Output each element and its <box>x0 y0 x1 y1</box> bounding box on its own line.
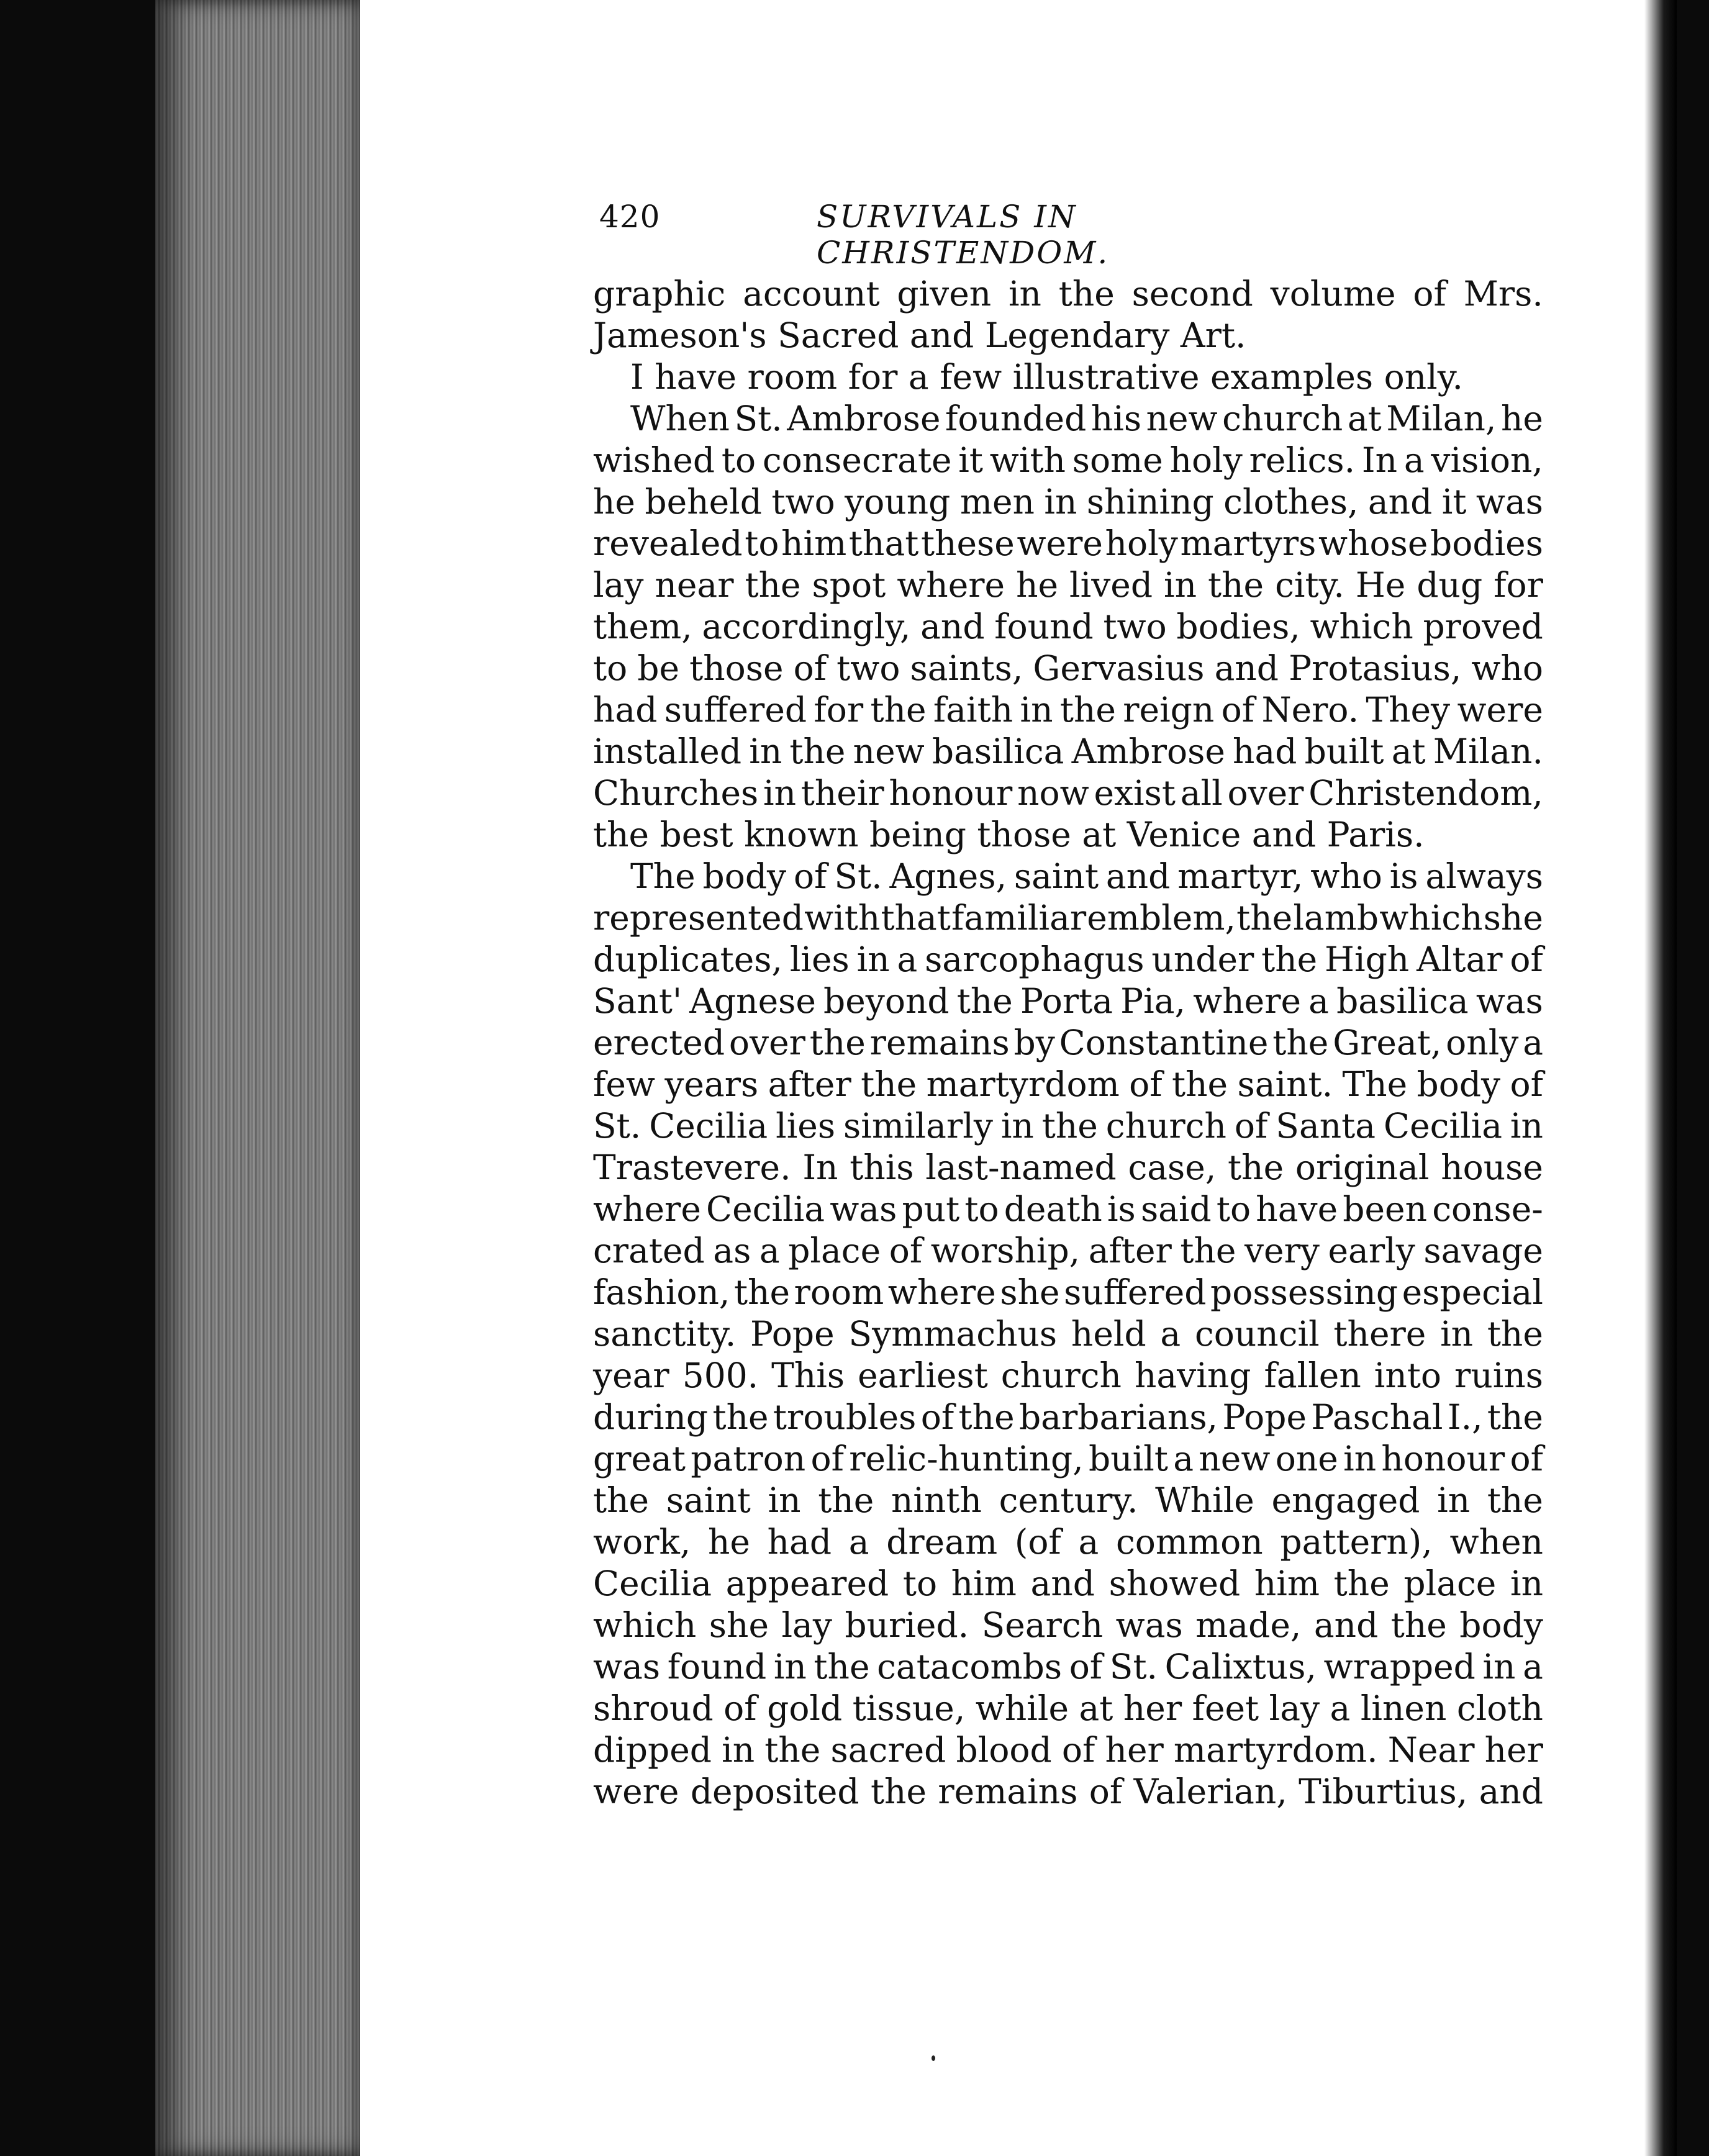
text-line: he beheld two young men in shining clothes, and it was <box>593 482 1543 522</box>
text-line: during the troubles of the barbarians, Pope Paschal I., the <box>593 1397 1543 1437</box>
text-line: had suffered for the faith in the reign of Nero. They were <box>593 690 1543 730</box>
text-line: were deposited the remains of Valerian, Tiburtius, and <box>593 1772 1543 1811</box>
text-line: which she lay buried. Search was made, and the body <box>593 1605 1543 1645</box>
text-line: fashion, the room where she suffered possessing especial <box>593 1272 1543 1312</box>
body-text <box>593 273 1543 1813</box>
text-line: represented with that familiar emblem, the lamb which she <box>593 898 1543 938</box>
text-line: crated as a place of worship, after the very early savage <box>593 1231 1543 1270</box>
text-line: few years after the martyrdom of the saint. The body of <box>593 1064 1543 1104</box>
text-line: Cecilia appeared to him and showed him the place in <box>593 1564 1543 1603</box>
text-line: the saint in the ninth century. While engaged in the <box>593 1480 1543 1520</box>
page-header <box>599 199 1344 271</box>
text-line: I have room for a few illustrative examples only. <box>630 357 1464 397</box>
text-line: installed in the new basilica Ambrose had built at Milan. <box>593 732 1543 771</box>
text-line: was found in the catacombs of St. Calixtus, wrapped in a <box>593 1647 1543 1687</box>
running-title: SURVIVALS IN CHRISTENDOM. <box>817 199 1110 271</box>
text-line: the best known being those at Venice and Paris. <box>593 815 1425 854</box>
page-number: 420 <box>599 199 661 235</box>
text-line: revealed to him that these were holy martyrs whose bodies <box>593 523 1543 563</box>
text-line: shroud of gold tissue, while at her feet lay a linen cloth <box>593 1688 1543 1728</box>
text-line: lay near the spot where he lived in the city. He dug for <box>593 565 1543 605</box>
text-line: duplicates, lies in a sarcophagus under the High Altar of <box>593 940 1543 979</box>
text-line: Sant' Agnese beyond the Porta Pia, where a basilica was <box>593 981 1543 1021</box>
text-line: them, accordingly, and found two bodies, which proved <box>593 607 1543 646</box>
text-line: When St. Ambrose founded his new church at Milan, he <box>630 399 1543 438</box>
text-line: Jameson's Sacred and Legendary Art. <box>593 315 1246 355</box>
text-line: Trastevere. In this last-named case, the original house <box>593 1148 1543 1187</box>
text-line: sanctity. Pope Symmachus held a council there in the <box>593 1314 1543 1354</box>
printer-mark <box>932 2055 935 2061</box>
text-line: graphic account given in the second volume of Mrs. <box>593 274 1543 314</box>
text-line: work, he had a dream (of a common pattern), when <box>593 1522 1543 1562</box>
page-right-shadow <box>1644 0 1677 2156</box>
text-line: The body of St. Agnes, saint and martyr, who is always <box>630 856 1543 896</box>
text-line: to be those of two saints, Gervasius and Protasius, who <box>593 648 1543 688</box>
text-line: where Cecilia was put to death is said to have been conse- <box>593 1189 1543 1229</box>
text-line: erected over the remains by Constantine the Great, only a <box>593 1023 1543 1062</box>
text-line: Churches in their honour now exist all over Christendom, <box>593 773 1543 813</box>
text-line: great patron of relic-hunting, built a new one in honour of <box>593 1439 1543 1479</box>
text-line: dipped in the sacred blood of her martyrdom. Near her <box>593 1730 1543 1770</box>
text-line: wished to consecrate it with some holy relics. In a vision, <box>593 440 1543 480</box>
book-page-edges <box>155 0 360 2156</box>
text-line: year 500. This earliest church having fallen into ruins <box>593 1356 1543 1395</box>
text-line: St. Cecilia lies similarly in the church of Santa Cecilia in <box>593 1106 1543 1146</box>
